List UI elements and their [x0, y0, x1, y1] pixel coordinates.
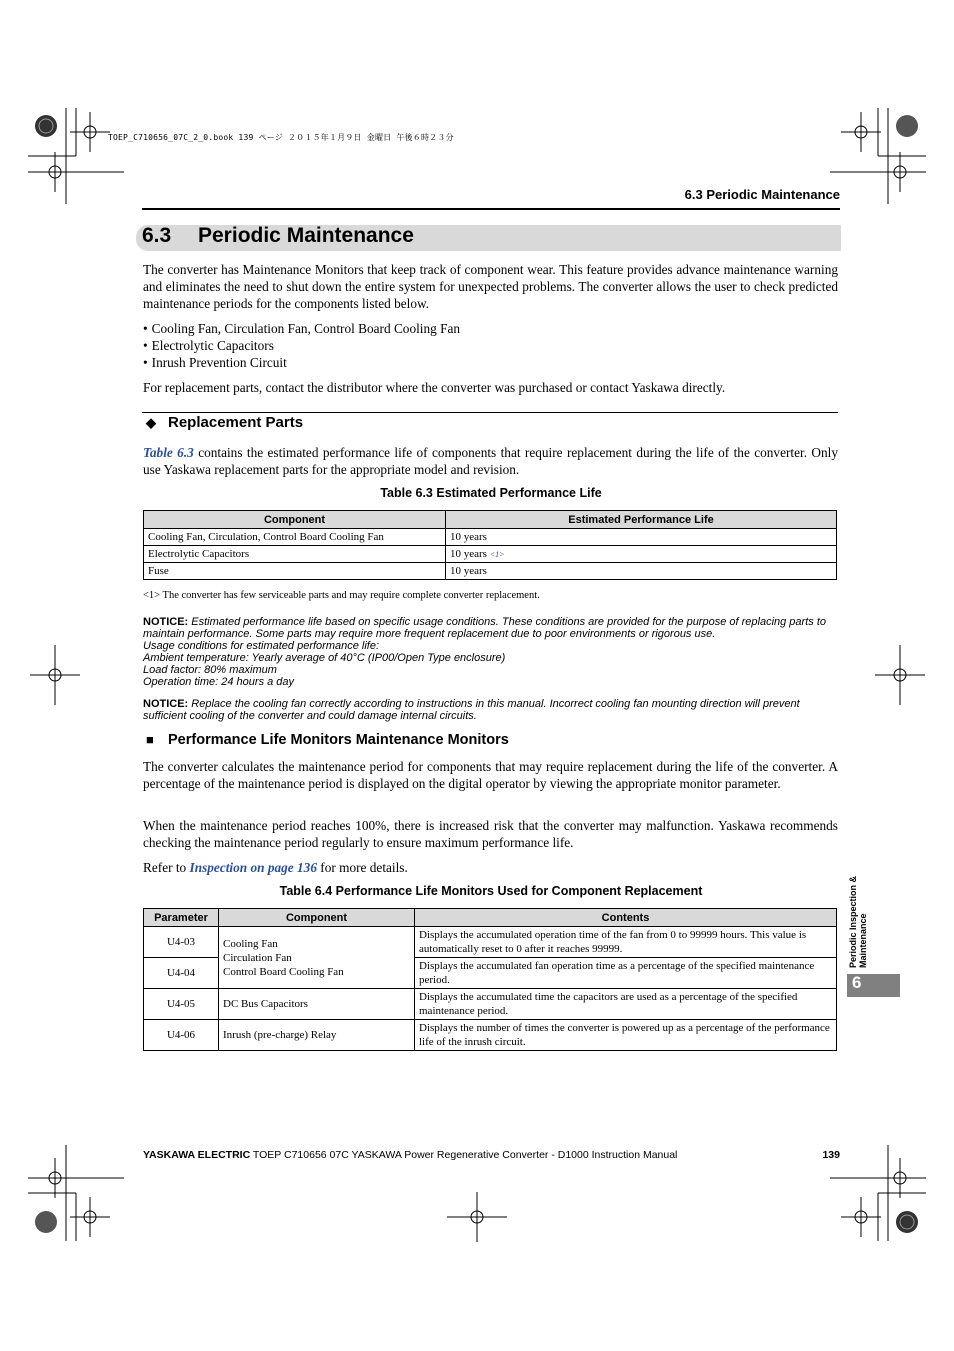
table-row — [144, 1020, 837, 1051]
refer-paragraph: Refer to Inspection on page 136 for more details. — [143, 860, 408, 875]
table-cell: Cooling Fan, Circulation, Control Board Cooling Fan — [144, 529, 446, 546]
table-cell: Cooling Fan Circulation Fan Control Board Cooling Fan — [219, 927, 415, 989]
table-cell: Inrush (pre-charge) Relay — [219, 1020, 415, 1051]
table-cell: 10 years — [446, 529, 837, 546]
chapter-side-label: Periodic Inspection & Maintenance — [848, 875, 868, 968]
monitors-paragraph-2: When the maintenance period reaches 100%, there is increased risk that the converter may malfunction. Yaskawa recommends checking the maintenance period regularly to ensure maximum performance life. — [143, 818, 838, 850]
print-info: TOEP_C710656_07C_2_0.book 139 ページ ２０１５年１月９日 金曜日 午後６時２３分 — [108, 133, 454, 142]
table-cell: Displays the accumulated time the capacitors are used as a percentage of the specified maintenance period. — [415, 989, 837, 1020]
table-cell: Displays the number of times the converter is powered up as a percentage of the performance life of the inrush circuit. — [415, 1020, 837, 1051]
table-cell: Electrolytic Capacitors — [144, 546, 446, 563]
table-6-4 — [143, 908, 837, 1051]
table-row — [144, 546, 837, 563]
table-cell: 10 years <1> — [446, 546, 837, 563]
list-item: • Electrolytic Capacitors — [143, 337, 460, 354]
monitors-paragraph-1: The converter calculates the maintenance period for components that may require replacement during the life of the converter. A percentage of the maintenance period is displayed on the digital operator by viewing the appropriate monitor parameter. — [143, 759, 838, 791]
column-header: Component — [144, 511, 446, 529]
table-cell: U4-05 — [144, 989, 219, 1020]
notice-cooling-fan: NOTICE: Replace the cooling fan correctly according to instructions in this manual. Incorrect cooling fan mounting direction will prevent sufficient cooling of the converter and could damage internal circuits. — [143, 698, 800, 722]
chapter-number: 6 — [852, 973, 862, 992]
page-footer: YASKAWA ELECTRIC TOEP C710656 07C YASKAWA Power Regenerative Converter - D1000 Instruction Manual — [143, 1149, 678, 1161]
footnote-ref-link[interactable]: <1> — [489, 549, 505, 559]
diamond-icon: ◆ — [146, 415, 156, 430]
square-icon: ■ — [146, 732, 154, 747]
table-row — [144, 989, 837, 1020]
footer-brand: YASKAWA ELECTRIC — [143, 1149, 251, 1161]
notice-performance-life: NOTICE: Estimated performance life based on specific usage conditions. These conditions are provided for the purpose of replacing parts to maintain performance. Some parts may require more frequent replacement due to poor environments or rigorous use. Usage conditions for estimated performance life: Ambient temperature: Yearly average of 40°C (IP00/Open Type enclosure) Load factor: 80% maximum Operation time: 24 hours a day — [143, 616, 826, 688]
table-cell: Fuse — [144, 563, 446, 580]
table-cell: Displays the accumulated fan operation time as a percentage of the specified maintenance period. — [415, 958, 837, 989]
notice-label: NOTICE: — [143, 698, 189, 710]
replacement-parts-paragraph: Table 6.3 contains the estimated performance life of components that require replacement during the life of the converter. Only use Yaskawa replacement parts for the appropriate model and revision. — [143, 445, 838, 477]
table-row — [144, 529, 837, 546]
table-cell: U4-06 — [144, 1020, 219, 1051]
column-header: Estimated Performance Life — [446, 511, 837, 529]
list-item: • Inrush Prevention Circuit — [143, 354, 460, 371]
table-6-3 — [143, 510, 837, 580]
section-title-text: Periodic Maintenance — [198, 224, 414, 247]
column-header: Contents — [415, 909, 837, 927]
table-footnote: <1> The converter has few serviceable parts and may require complete converter replacement. — [143, 590, 540, 601]
intro-paragraph: The converter has Maintenance Monitors that keep track of component wear. This feature provides advance maintenance warning and eliminates the need to shut down the entire system for unexpected problems. The converter allows the user to check predicted maintenance periods for the components listed below. — [143, 262, 838, 311]
inspection-page-link[interactable]: Inspection on page 136 — [189, 860, 317, 875]
table-row — [144, 563, 837, 580]
page-number: 139 — [822, 1149, 840, 1161]
table-6-3-link[interactable]: Table 6.3 — [143, 445, 194, 460]
header-rule — [142, 208, 840, 210]
table-cell: 10 years — [446, 563, 837, 580]
running-head: 6.3 Periodic Maintenance — [684, 187, 840, 202]
monitors-heading: ■ Performance Life Monitors Maintenance Monitors — [146, 732, 509, 748]
table-6-3-caption: Table 6.3 Estimated Performance Life — [380, 486, 602, 500]
list-item: • Cooling Fan, Circulation Fan, Control Board Cooling Fan — [143, 320, 460, 337]
table-cell: U4-04 — [144, 958, 219, 989]
table-cell: U4-03 — [144, 927, 219, 958]
table-6-4-caption: Table 6.4 Performance Life Monitors Used for Component Replacement — [279, 884, 703, 898]
section-number: 6.3 — [142, 224, 172, 247]
section-title — [142, 224, 414, 248]
subsection-rule — [142, 412, 838, 413]
component-list — [143, 320, 460, 371]
table-cell: Displays the accumulated operation time of the fan from 0 to 99999 hours. This value is automatically reset to 0 after it reaches 99999. — [415, 927, 837, 958]
notice-label: NOTICE: — [143, 616, 189, 628]
table-cell: DC Bus Capacitors — [219, 989, 415, 1020]
table-row — [144, 927, 837, 958]
column-header: Component — [219, 909, 415, 927]
column-header: Parameter — [144, 909, 219, 927]
replacement-parts-heading: ◆ Replacement Parts — [146, 414, 304, 431]
replacement-contact-paragraph: For replacement parts, contact the distributor where the converter was purchased or contact Yaskawa directly. — [143, 380, 726, 395]
